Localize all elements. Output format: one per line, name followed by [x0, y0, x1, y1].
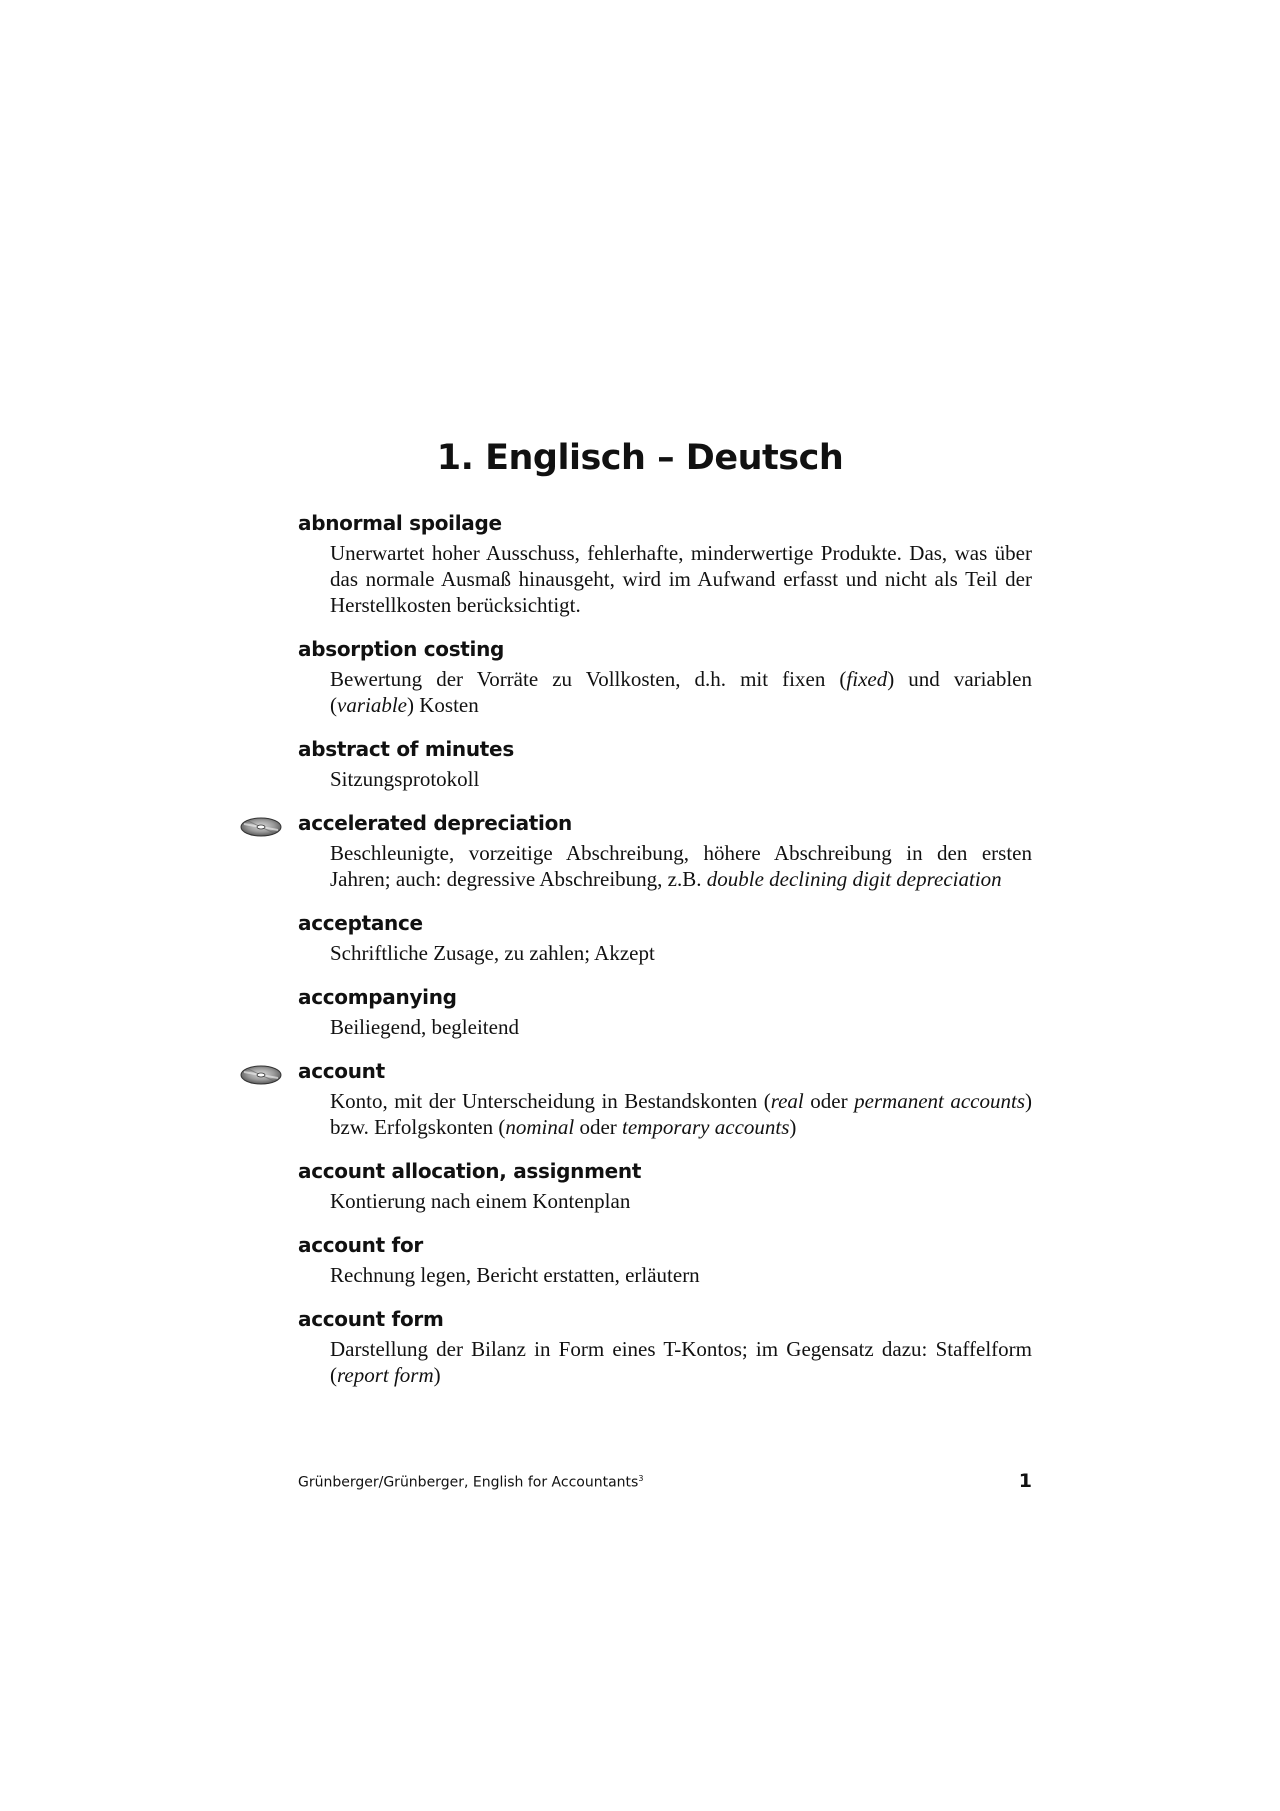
glossary-term: accelerated depreciation — [298, 811, 572, 835]
definition-text: Sitzungsprotokoll — [330, 767, 480, 791]
glossary-entry — [298, 1156, 1032, 1214]
glossary-definition — [330, 1088, 1032, 1140]
definition-italic-text: report form — [337, 1363, 434, 1387]
footer-edition: 3 — [638, 1474, 644, 1483]
definition-italic-text: permanent accounts — [854, 1089, 1026, 1113]
definition-text: ) — [433, 1363, 441, 1387]
glossary-term: accompanying — [298, 985, 457, 1009]
glossary-list — [298, 508, 1032, 1404]
glossary-definition — [330, 940, 1032, 966]
definition-text: Beschleunigte, vorzeitige Abschreibung, höhere Abschreibung in den ersten Jahren; auch: degressive Abschreibung, z.B. — [330, 841, 1032, 891]
cd-icon — [240, 1065, 282, 1085]
definition-text: oder — [574, 1115, 623, 1139]
glossary-definition — [330, 540, 1032, 618]
glossary-entry — [298, 808, 1032, 892]
glossary-term: account allocation, assignment — [298, 1159, 642, 1183]
glossary-entry — [298, 634, 1032, 718]
definition-text: Rechnung legen, Bericht erstatten, erläutern — [330, 1263, 700, 1287]
definition-text: ) Kosten — [406, 693, 479, 717]
glossary-term: acceptance — [298, 911, 423, 935]
glossary-term: account form — [298, 1307, 444, 1331]
glossary-term: account for — [298, 1233, 423, 1257]
definition-text: ) bzw. Erfolgskonten ( — [330, 1089, 1033, 1139]
definition-text: Beiliegend, begleitend — [330, 1015, 519, 1039]
definition-italic-text: nominal — [505, 1115, 575, 1139]
definition-text: Darstellung der Bilanz in Form eines T-Kontos; im Gegensatz dazu: Staffelform ( — [330, 1337, 1032, 1387]
definition-italic-text: double declining digit depreciation — [706, 867, 1002, 891]
definition-text: Schriftliche Zusage, zu zahlen; Akzept — [330, 941, 655, 965]
glossary-entry — [298, 982, 1032, 1040]
glossary-entry — [298, 1230, 1032, 1288]
glossary-term: abstract of minutes — [298, 737, 514, 761]
glossary-entry — [298, 1304, 1032, 1388]
glossary-definition — [330, 766, 1032, 792]
definition-italic-text: temporary accounts — [622, 1115, 790, 1139]
definition-italic-text: fixed — [846, 667, 888, 691]
glossary-entry — [298, 908, 1032, 966]
definition-text: Bewertung der Vorräte zu Vollkosten, d.h. mit fixen ( — [330, 667, 847, 691]
definition-text: ) — [789, 1115, 797, 1139]
cd-icon — [240, 817, 282, 837]
glossary-definition — [330, 840, 1032, 892]
glossary-term: abnormal spoilage — [298, 511, 502, 535]
glossary-definition — [330, 1014, 1032, 1040]
page-title: 1. Englisch – Deutsch — [436, 438, 844, 478]
definition-italic-text: real — [770, 1089, 804, 1113]
glossary-definition — [330, 1188, 1032, 1214]
definition-text: Konto, mit der Unterscheidung in Bestandskonten ( — [330, 1089, 771, 1113]
definition-text: Kontierung nach einem Kontenplan — [330, 1189, 631, 1213]
definition-text: oder — [803, 1089, 855, 1113]
glossary-definition — [330, 1336, 1032, 1388]
glossary-definition — [330, 666, 1032, 718]
glossary-definition — [330, 1262, 1032, 1288]
footer-source — [298, 1474, 643, 1491]
definition-italic-text: variable — [337, 693, 407, 717]
footer-source-text: Grünberger/Grünberger, English for Accountants — [298, 1474, 639, 1491]
glossary-entry — [298, 734, 1032, 792]
glossary-entry — [298, 508, 1032, 618]
definition-text: Unerwartet hoher Ausschuss, fehlerhafte, minderwertige Produkte. Das, was über das normale Ausmaß hinausgeht, wird im Aufwand erfasst und nicht als Teil der Herstellkosten berücksichtigt. — [330, 541, 1032, 617]
glossary-term: account — [298, 1059, 385, 1083]
glossary-entry — [298, 1056, 1032, 1140]
page-number: 1 — [1018, 1470, 1032, 1492]
glossary-term: absorption costing — [298, 637, 505, 661]
definition-text: ) und variablen ( — [330, 667, 1032, 717]
